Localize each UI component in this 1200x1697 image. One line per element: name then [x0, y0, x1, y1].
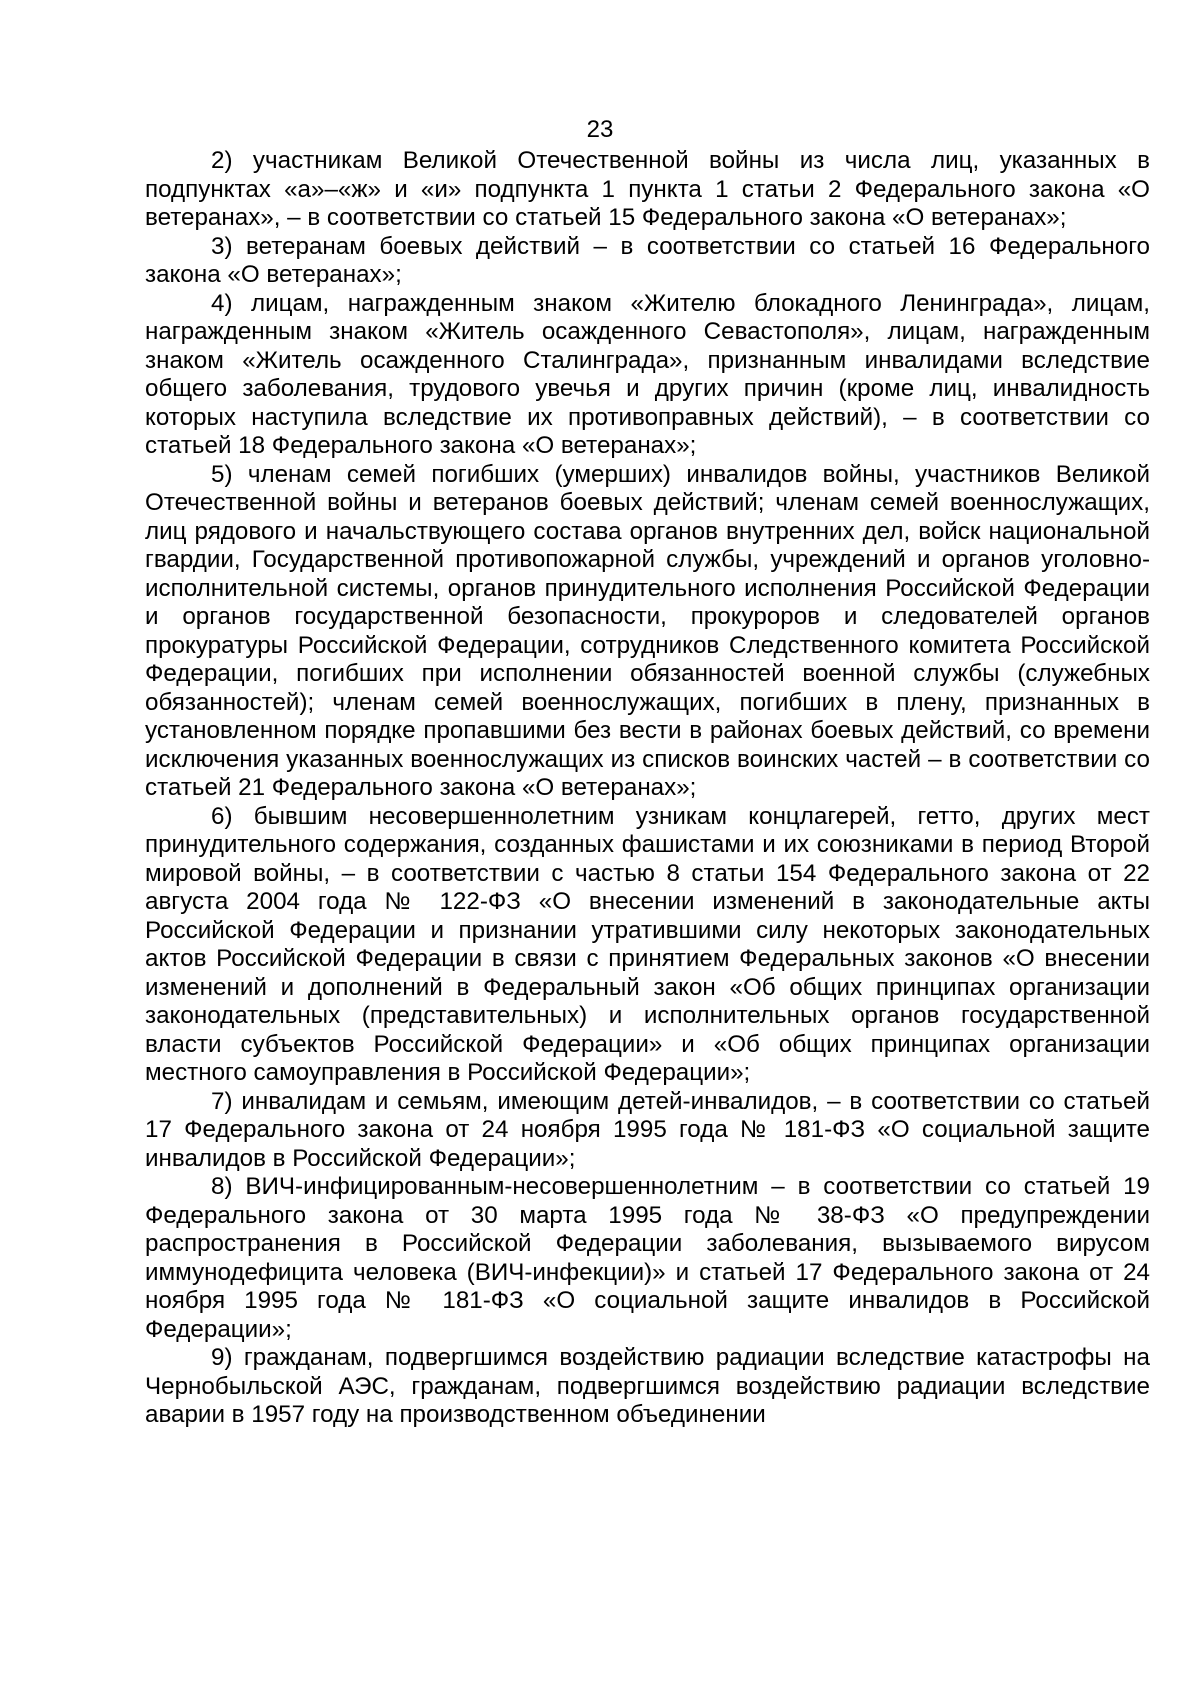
- paragraph-item-2: 2) участникам Великой Отечественной войны из числа лиц, указанных в подпунктах «а»–«ж» и «и» подпункта 1 пункта 1 статьи 2 Федерального закона «О ветеранах», – в соответствии со статьей 15 Федерального закона «О ветеранах»;: [145, 147, 1150, 231]
- paragraph-item-9: 9) гражданам, подвергшимся воздействию радиации вследствие катастрофы на Чернобыльской АЭС, гражданам, подвергшимся воздействию радиации вследствие аварии в 1957 году на производственном объединении: [145, 1344, 1150, 1428]
- paragraph-item-5: 5) членам семей погибших (умерших) инвалидов войны, участников Великой Отечественной войны и ветеранов боевых действий; членам семей военнослужащих, лиц рядового и начальствующего состава органов внутренних дел, войск национальной гвардии, Государственной противопожарной службы, учреждений и органов уголовно-исполнительной системы, органов принудительного исполнения Российской Федерации и органов государственной безопасности, прокуроров и следователей органов прокуратуры Российской Федерации, сотрудников Следственного комитета Российской Федерации, погибших при исполнении обязанностей военной службы (служебных обязанностей); членам семей военнослужащих, погибших в плену, признанных в установленном порядке пропавшими без вести в районах боевых действий, со времени исключения указанных военнослужащих из списков воинских частей – в соответствии со статьей 21 Федерального закона «О ветеранах»;: [145, 460, 1150, 801]
- paragraph-item-7: 7) инвалидам и семьям, имеющим детей-инвалидов, – в соответствии со статьей 17 Федерального закона от 24 ноября 1995 года № 181-ФЗ «О социальной защите инвалидов в Российской Федерации»;: [145, 1087, 1150, 1172]
- paragraph-item-8: 8) ВИЧ-инфицированным-несовершеннолетним – в соответствии со статьей 19 Федерального закона от 30 марта 1995 года № 38-ФЗ «О предупреждении распространения в Российской Федерации заболевания, вызываемого вирусом иммунодефицита человека (ВИЧ-инфекции)» и статьей 17 Федерального закона от 24 ноября 1995 года № 181-ФЗ «О социальной защите инвалидов в Российской Федерации»;: [145, 1173, 1150, 1343]
- page-number: 23: [586, 116, 614, 143]
- document-body: [145, 147, 1150, 1430]
- paragraph-item-3: 3) ветеранам боевых действий – в соответствии со статьей 16 Федерального закона «О ветеранах»;: [145, 232, 1150, 288]
- paragraph-item-4: 4) лицам, награжденным знаком «Жителю блокадного Ленинграда», лицам, награжденным знаком «Житель осажденного Севастополя», лицам, награжденным знаком «Житель осажденного Сталинграда», признанным инвалидами вследствие общего заболевания, трудового увечья и других причин (кроме лиц, инвалидность которых наступила вследствие их противоправных действий), – в соответствии со статьей 18 Федерального закона «О ветеранах»;: [145, 289, 1150, 459]
- paragraph-item-6: 6) бывшим несовершеннолетним узникам концлагерей, гетто, других мест принудительного содержания, созданных фашистами и их союзниками в период Второй мировой войны, – в соответствии с частью 8 статьи 154 Федерального закона от 22 августа 2004 года № 122-ФЗ «О внесении изменений в законодательные акты Российской Федерации и признании утратившими силу некоторых законодательных актов Российской Федерации в связи с принятием Федеральных законов «О внесении изменений и дополнений в Федеральный закон «Об общих принципах организации законодательных (представительных) и исполнительных органов государственной власти субъектов Российской Федерации» и «Об общих принципах организации местного самоуправления в Российской Федерации»;: [145, 802, 1150, 1086]
